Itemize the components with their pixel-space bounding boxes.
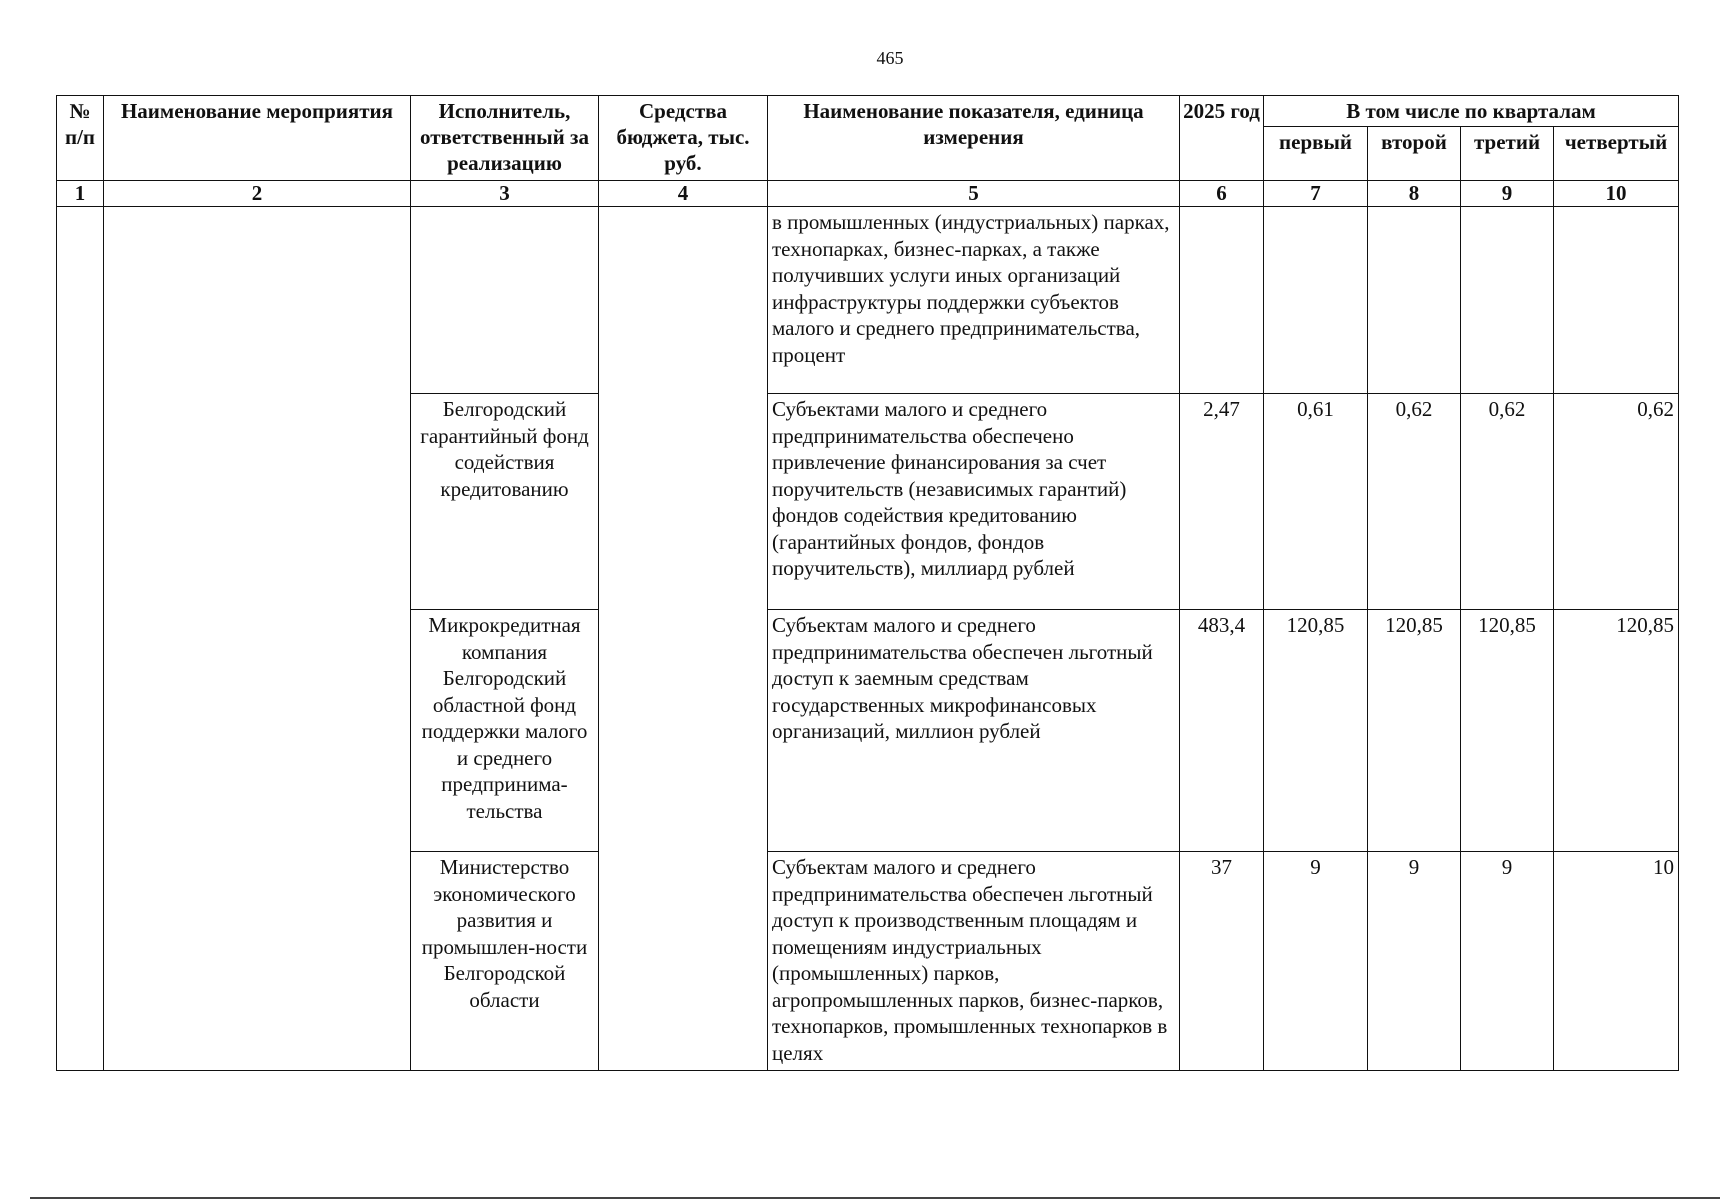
measures-table [56, 95, 1679, 1071]
table-row [57, 207, 1679, 394]
cell-q4-value [1554, 207, 1679, 394]
column-number: 1 [57, 181, 104, 207]
cell-q4-value: 10 [1554, 852, 1679, 1071]
column-number: 2 [104, 181, 411, 207]
header-executor: Исполнитель, ответственный за реализацию [411, 96, 599, 181]
header-indicator: Наименование показателя, единица измерения [768, 96, 1180, 181]
cell-q4-value: 120,85 [1554, 610, 1679, 852]
cell-budget [599, 207, 768, 1071]
column-number: 10 [1554, 181, 1679, 207]
header-measure-name: Наименование мероприятия [104, 96, 411, 181]
header-q1: первый [1264, 127, 1368, 181]
cell-executor: Белгородский гарантийный фонд содействия кредитованию [411, 394, 599, 610]
cell-executor: Министерство экономического развития и промышлен-ности Белгородской области [411, 852, 599, 1071]
column-number: 3 [411, 181, 599, 207]
cell-q2-value: 0,62 [1368, 394, 1461, 610]
cell-year-value: 2,47 [1180, 394, 1264, 610]
cell-executor: Микрокредитная компания Белгородский областной фонд поддержки малого и среднего предпринима-тельства [411, 610, 599, 852]
header-num: № п/п [57, 96, 104, 181]
cell-q3-value: 9 [1461, 852, 1554, 1071]
cell-q1-value: 120,85 [1264, 610, 1368, 852]
cell-row-number [57, 207, 104, 1071]
page-bottom-divider [30, 1197, 1720, 1199]
cell-indicator: в промышленных (индустриальных) парках, технопарках, бизнес-парках, а также получивших услуги иных организаций инфраструктуры поддержки субъектов малого и среднего предпринимательства, процент [768, 207, 1180, 394]
header-q3: третий [1461, 127, 1554, 181]
cell-indicator: Субъектами малого и среднего предпринимательства обеспечено привлечение финансирования за счет поручительств (независимых гарантий) фондов содействия кредитованию (гарантийных фондов, фондов поручительств), миллиард рублей [768, 394, 1180, 610]
header-budget: Средства бюджета, тыс. руб. [599, 96, 768, 181]
cell-q1-value: 0,61 [1264, 394, 1368, 610]
cell-q3-value: 120,85 [1461, 610, 1554, 852]
cell-year-value: 483,4 [1180, 610, 1264, 852]
cell-measure-name [104, 207, 411, 1071]
cell-q1-value: 9 [1264, 852, 1368, 1071]
cell-q1-value [1264, 207, 1368, 394]
column-number: 6 [1180, 181, 1264, 207]
cell-q3-value [1461, 207, 1554, 394]
column-number: 5 [768, 181, 1180, 207]
column-number: 8 [1368, 181, 1461, 207]
column-number: 7 [1264, 181, 1368, 207]
header-q4: четвертый [1554, 127, 1679, 181]
cell-year-value [1180, 207, 1264, 394]
cell-executor [411, 207, 599, 394]
column-number: 4 [599, 181, 768, 207]
cell-q2-value: 120,85 [1368, 610, 1461, 852]
page-number: 465 [876, 48, 904, 68]
cell-year-value: 37 [1180, 852, 1264, 1071]
header-q2: второй [1368, 127, 1461, 181]
cell-indicator: Субъектам малого и среднего предпринимательства обеспечен льготный доступ к заемным средствам государственных микрофинансовых организаций, миллион рублей [768, 610, 1180, 852]
cell-q3-value: 0,62 [1461, 394, 1554, 610]
column-number: 9 [1461, 181, 1554, 207]
header-year: 2025 год [1180, 96, 1264, 181]
cell-indicator: Субъектам малого и среднего предпринимательства обеспечен льготный доступ к производственным площадям и помещениям индустриальных (промышленных) парков, агропромышленных парков, бизнес-парков, технопарков, промышленных технопарков в целях [768, 852, 1180, 1071]
cell-q2-value: 9 [1368, 852, 1461, 1071]
header-quarters-group: В том числе по кварталам [1264, 96, 1679, 127]
cell-q2-value [1368, 207, 1461, 394]
cell-q4-value: 0,62 [1554, 394, 1679, 610]
